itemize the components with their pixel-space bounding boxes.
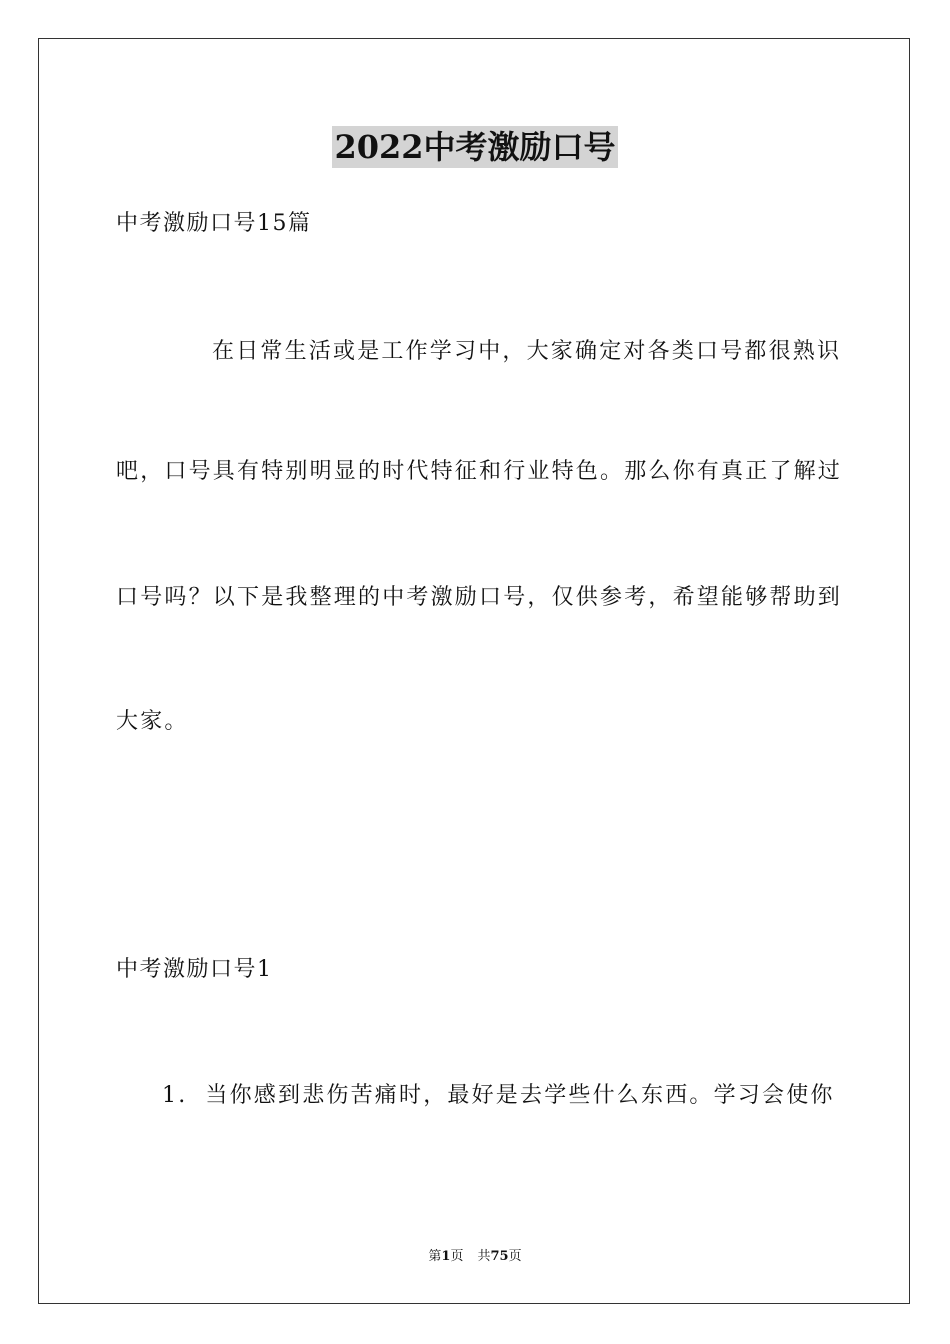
document-title: 2022中考激励口号: [334, 128, 616, 166]
list-item-number: 1.: [162, 1083, 188, 1108]
footer-total-pages: 75: [490, 1249, 509, 1264]
footer-page-number: 1: [441, 1249, 451, 1264]
list-item-text: 当你感到悲伤苦痛时，最好是去学些什么东西。学习会使你: [205, 1083, 835, 1108]
document-subtitle: 中考激励口号15篇: [116, 211, 312, 236]
list-item: [162, 1082, 835, 1110]
page-footer: [0, 1248, 950, 1266]
footer-page-prefix: 第: [428, 1249, 442, 1264]
intro-paragraph-line-4: 大家。: [116, 709, 189, 734]
intro-paragraph-line-1: 在日常生活或是工作学习中，大家确定对各类口号都很熟识: [212, 339, 842, 364]
section-heading: 中考激励口号1: [116, 957, 273, 982]
footer-total-prefix: 共: [477, 1249, 491, 1264]
title-container: [0, 126, 950, 168]
footer-page-suffix: 页: [450, 1249, 464, 1264]
intro-paragraph-line-2: 吧，口号具有特别明显的时代特征和行业特色。那么你有真正了解过: [116, 459, 843, 484]
footer-total-suffix: 页: [508, 1249, 522, 1264]
intro-paragraph-line-3: 口号吗？以下是我整理的中考激励口号，仅供参考，希望能够帮助到: [116, 585, 843, 610]
